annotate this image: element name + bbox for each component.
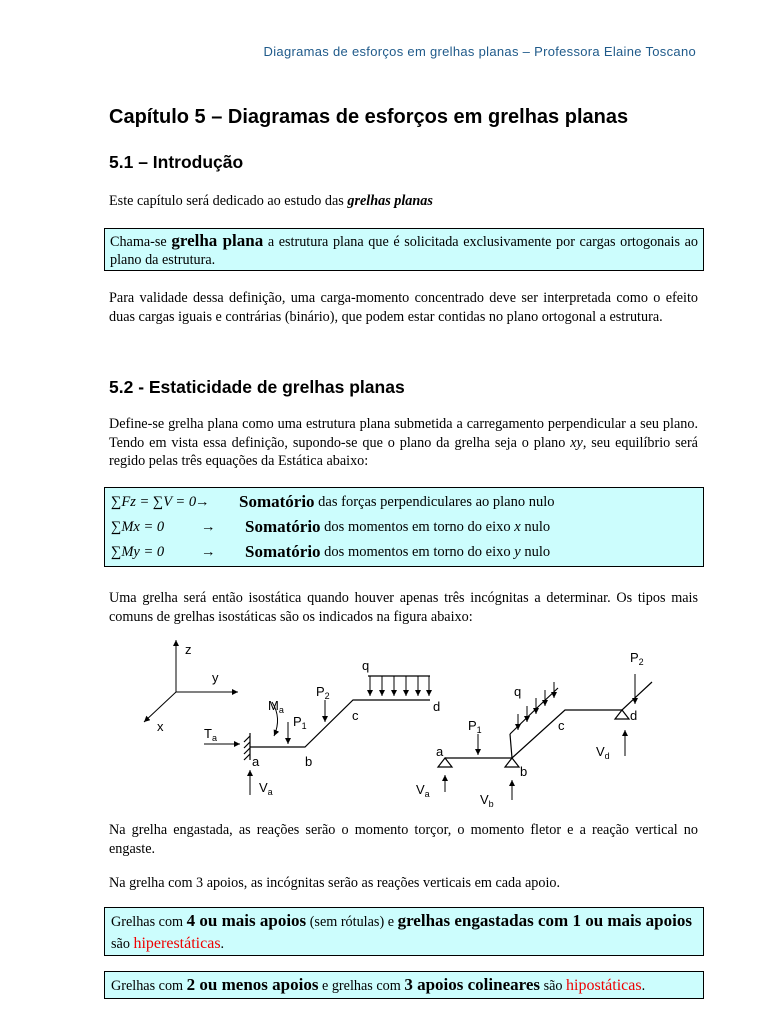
equation-1-text: das forças perpendiculares ao plano nulo bbox=[314, 493, 555, 510]
axis-y: y bbox=[514, 543, 521, 560]
inclined-load-arrows bbox=[445, 674, 638, 800]
equation-1-lhs: ∑Fz = ∑V = 0 bbox=[111, 493, 197, 510]
axis-x: x bbox=[514, 518, 521, 535]
hypo-bold-1: 2 ou menos apoios bbox=[186, 975, 319, 994]
hyperstatic-term: hiperestáticas bbox=[133, 935, 221, 952]
intro-paragraph bbox=[109, 192, 698, 211]
hyper-bold-2: grelhas engastadas com 1 ou mais apoios bbox=[397, 911, 692, 930]
load-q-right: q bbox=[514, 684, 522, 699]
label-d-right: d bbox=[630, 708, 638, 723]
hypostatic-box bbox=[104, 971, 704, 999]
load-q-left: q bbox=[362, 658, 370, 673]
definition-box bbox=[104, 228, 704, 271]
equation-3-lhs: ∑My = 0 bbox=[111, 543, 165, 560]
reaction-Vb: $V_b$ bbox=[480, 792, 494, 809]
label-a-left: a bbox=[252, 754, 260, 769]
hypo-text-1: Grelhas com bbox=[111, 978, 187, 994]
equation-1-bold: Somatório bbox=[239, 492, 315, 511]
equation-row-1 bbox=[111, 490, 555, 514]
definition-term: grelha plana bbox=[171, 231, 264, 250]
label-b-left: b bbox=[305, 754, 313, 769]
section-title-intro: 5.1 – Introdução bbox=[109, 152, 244, 172]
hyperstatic-box bbox=[104, 907, 704, 956]
intro-text: Este capítulo será dedicado ao estudo das bbox=[109, 193, 348, 209]
reaction-Vd: $V_d$ bbox=[596, 744, 610, 761]
definition-paragraph bbox=[109, 415, 698, 471]
hypo-bold-2: 3 apoios colineares bbox=[404, 975, 541, 994]
equation-2-end: nulo bbox=[520, 518, 551, 535]
load-P1-left: $P_1$ bbox=[293, 714, 307, 731]
load-P1-right: $P_1$ bbox=[468, 718, 482, 735]
grid-figure bbox=[100, 630, 680, 810]
label-b-right: b bbox=[520, 764, 528, 779]
isostatic-paragraph: Uma grelha será então isostática quando houver apenas três incógnitas a determinar. Os tipos mais comuns de grelhas isostáticas são os indicados na figura abaixo: bbox=[109, 590, 698, 625]
hyper-text-3: são bbox=[111, 936, 134, 952]
reaction-Va-left: $V_a$ bbox=[259, 780, 273, 797]
chapter-title: Capítulo 5 – Diagramas de esforços em grelhas planas bbox=[109, 106, 629, 128]
intro-emphasis: grelhas planas bbox=[347, 193, 433, 209]
three-supports-paragraph: Na grelha com 3 apoios, as incógnitas serão as reações verticais em cada apoio. bbox=[109, 875, 561, 891]
definition-prefix: Chama-se bbox=[110, 234, 172, 250]
load-P2-left: $P_2$ bbox=[316, 684, 330, 701]
arrow-icon: → bbox=[201, 543, 216, 560]
hypo-end: . bbox=[641, 978, 646, 994]
axis-y-label: y bbox=[212, 670, 219, 685]
equation-row-3 bbox=[111, 540, 550, 564]
hyper-end: . bbox=[220, 936, 225, 952]
hyper-text-1: Grelhas com bbox=[111, 914, 187, 930]
equation-row-2 bbox=[111, 515, 550, 539]
hyper-bold-1: 4 ou mais apoios bbox=[186, 911, 307, 930]
equations-box bbox=[104, 487, 704, 567]
reaction-Va-right: $V_a$ bbox=[416, 782, 430, 799]
para1-text-a: Define-se grelha plana como uma estrutura plana submetida a carregamento perpendicular a seu plano. Tendo em vista essa definição, supondo-se que o plano da grelha seja o plano bbox=[109, 416, 698, 451]
equation-2-lhs: ∑Mx = 0 bbox=[111, 518, 165, 535]
arrow-icon: → bbox=[201, 518, 216, 535]
arrow-icon: → bbox=[195, 493, 210, 510]
equation-3-bold: Somatório bbox=[245, 542, 321, 561]
hypo-text-2: e grelhas com bbox=[318, 978, 405, 994]
label-c-right: c bbox=[558, 718, 565, 733]
torque-Ta: $T_a$ bbox=[204, 726, 217, 743]
label-a-right: a bbox=[436, 744, 444, 759]
para1-text-b: , seu equilíbrio será regido pelas três equações da Estática abaixo: bbox=[109, 434, 698, 469]
label-c-left: c bbox=[352, 708, 359, 723]
page-header: Diagramas de esforços em grelhas planas – Professora Elaine Toscano bbox=[263, 44, 696, 59]
equation-3-end: nulo bbox=[520, 543, 551, 560]
definition-text: a estrutura plana que é solicitada exclusivamente por cargas ortogonais ao plano da estrutura. bbox=[110, 234, 698, 268]
equation-2-text: dos momentos em torno do eixo bbox=[320, 518, 515, 535]
equation-2-bold: Somatório bbox=[245, 517, 321, 536]
equation-3-text: dos momentos em torno do eixo bbox=[320, 543, 515, 560]
section-title-statics: 5.2 - Estaticidade de grelhas planas bbox=[109, 377, 405, 397]
hypostatic-term: hipostáticas bbox=[566, 977, 642, 994]
fixed-grid-paragraph: Na grelha engastada, as reações serão o momento torçor, o momento fletor e a reação vertical no engaste. bbox=[109, 822, 698, 857]
cantilever-grid bbox=[244, 676, 430, 760]
validity-paragraph: Para validade dessa definição, uma carga-momento concentrado deve ser interpretada como o efeito duas cargas iguais e contrárias (binário), que podem estar contidas no plano ortogonal a estrutura. bbox=[109, 290, 698, 325]
hypo-text-3: são bbox=[540, 978, 567, 994]
moment-Ma: $M_a$ bbox=[268, 698, 284, 715]
hyper-text-2: (sem rótulas) e bbox=[306, 914, 398, 930]
load-P2-right: $P_2$ bbox=[630, 650, 644, 667]
label-d-left: d bbox=[433, 699, 441, 714]
axis-z-label: z bbox=[185, 642, 192, 657]
plane-xy: xy bbox=[570, 434, 583, 451]
axis-x-label: x bbox=[157, 719, 164, 734]
